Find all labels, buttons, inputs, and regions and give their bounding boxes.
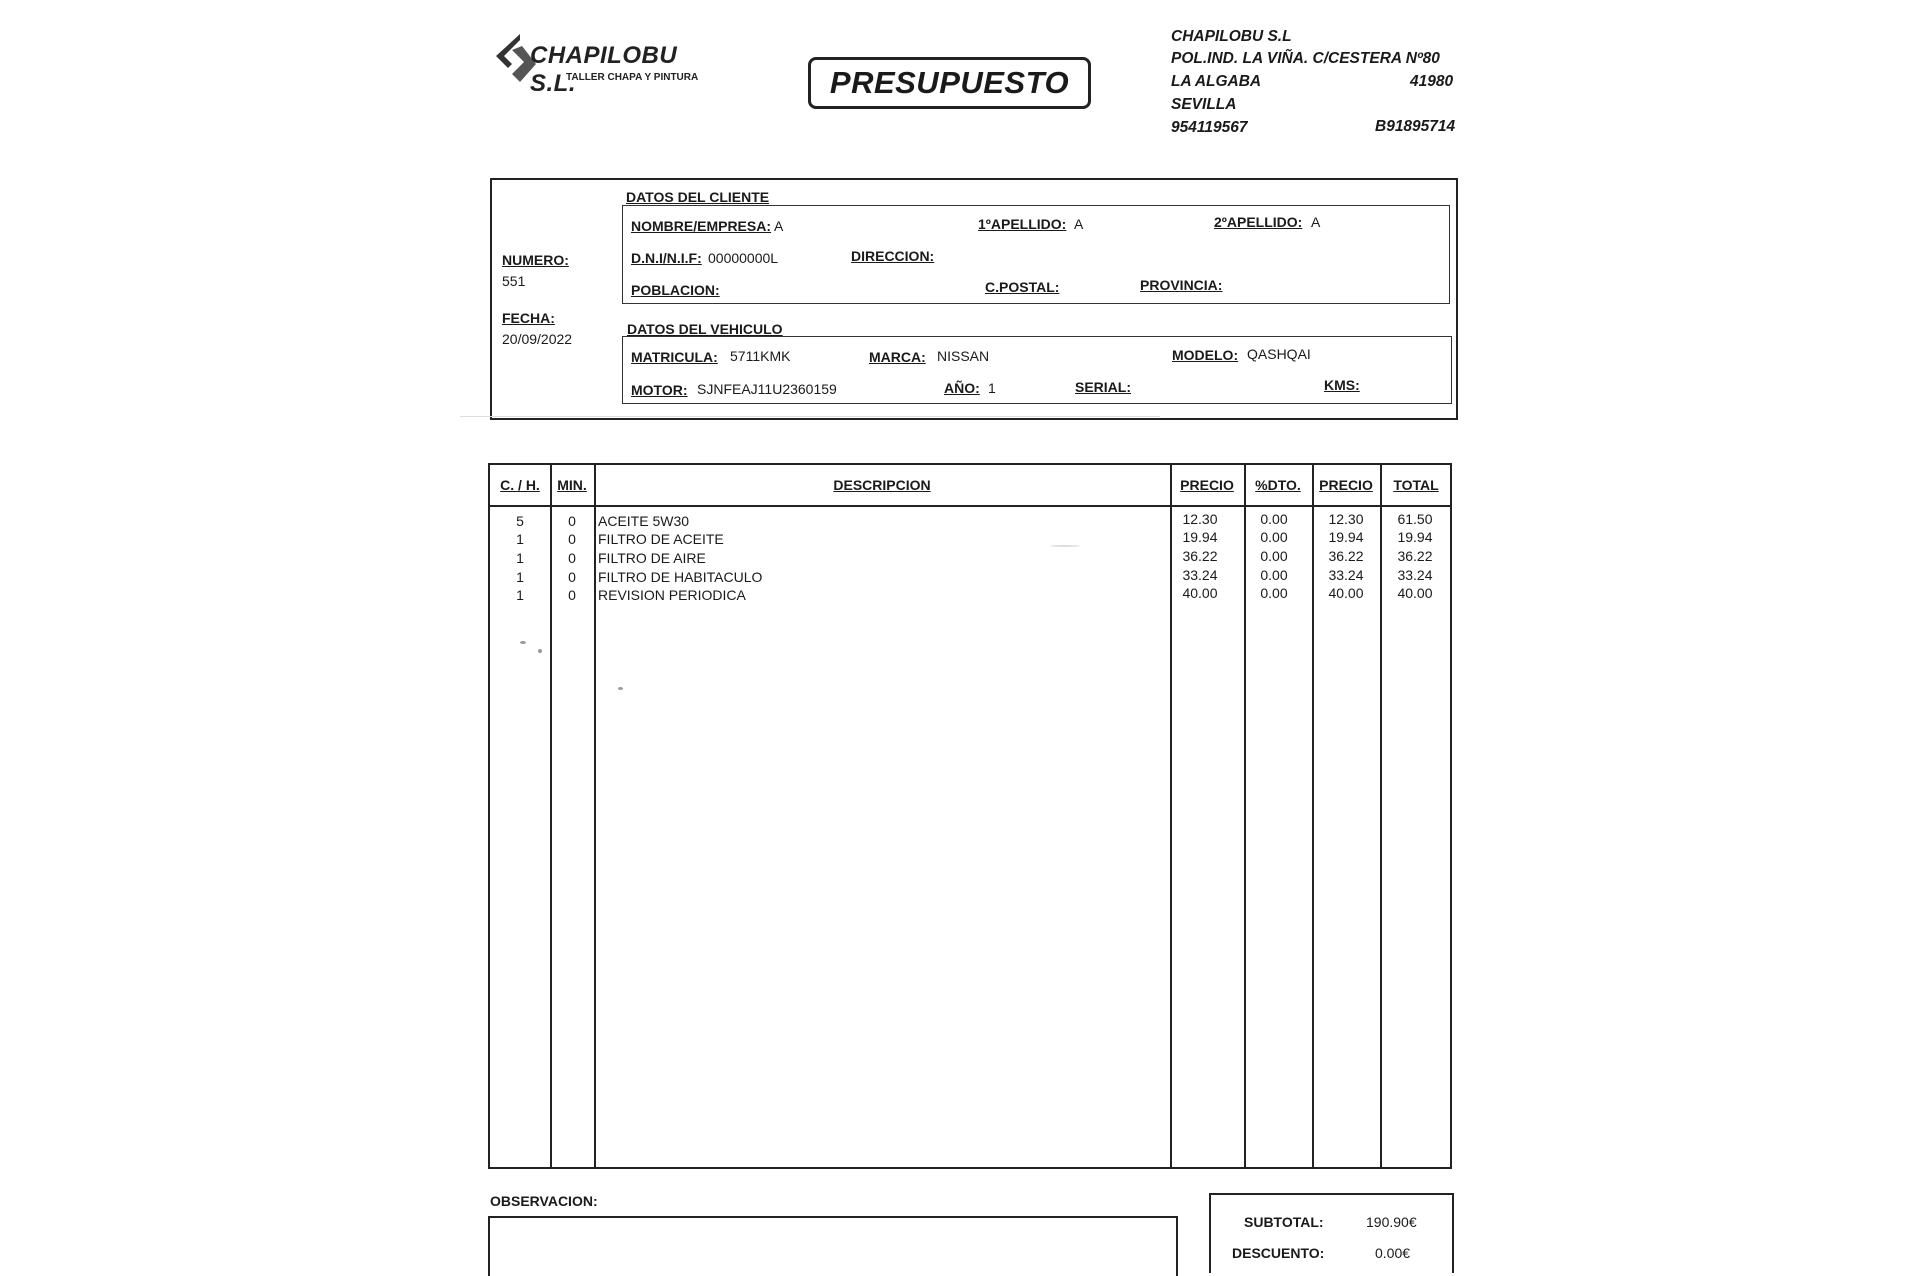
descuento-label: DESCUENTO: <box>1232 1245 1325 1261</box>
th-precio-neto: PRECIO <box>1319 477 1373 493</box>
observacion-label: OBSERVACION: <box>490 1193 598 1209</box>
th-precio: PRECIO <box>1180 477 1234 493</box>
cell-ch: 5 <box>516 513 524 529</box>
cell-total: 40.00 <box>1397 585 1433 601</box>
scan-speck <box>618 687 623 690</box>
th-ch: C. / H. <box>500 477 540 493</box>
modelo-value: QASHQAI <box>1247 346 1311 362</box>
cell-precio-neto: 33.24 <box>1328 567 1364 583</box>
cell-dto: 0.00 <box>1260 548 1288 564</box>
company-postal-code: 41980 <box>1410 73 1454 90</box>
cell-total: 33.24 <box>1397 567 1433 583</box>
cell-min: 0 <box>568 569 576 585</box>
cell-dto: 0.00 <box>1260 529 1288 545</box>
cell-min: 0 <box>568 531 576 547</box>
cell-ch: 1 <box>516 587 524 603</box>
numero-value: 551 <box>502 273 526 289</box>
ano-value: 1 <box>988 380 996 396</box>
modelo-label: MODELO: <box>1172 347 1239 363</box>
subtotal-label: SUBTOTAL: <box>1244 1214 1324 1230</box>
apellido1-label: 1ºAPELLIDO: <box>978 216 1067 232</box>
cell-precio: 33.24 <box>1182 567 1218 583</box>
company-address: POL.IND. LA VIÑA. C/CESTERA Nº80 <box>1171 50 1440 67</box>
cell-precio: 36.22 <box>1182 548 1218 564</box>
cell-min: 0 <box>568 587 576 603</box>
cell-precio: 19.94 <box>1182 529 1218 545</box>
nombre-value: A <box>774 218 784 234</box>
kms-label: KMS: <box>1324 377 1360 393</box>
motor-value: SJNFEAJ11U2360159 <box>697 381 837 397</box>
client-section-title: DATOS DEL CLIENTE <box>626 189 770 205</box>
company-province: SEVILLA <box>1171 96 1237 113</box>
cell-dto: 0.00 <box>1260 511 1288 527</box>
cell-total: 36.22 <box>1397 548 1433 564</box>
header-divider <box>490 505 1450 507</box>
apellido2-value: A <box>1311 214 1321 230</box>
fecha-label: FECHA: <box>502 310 555 326</box>
cell-min: 0 <box>568 513 576 529</box>
cell-descripcion: REVISION PERIODICA <box>598 587 746 603</box>
cell-total: 61.50 <box>1397 511 1433 527</box>
company-city: LA ALGABA <box>1171 73 1262 90</box>
cell-precio-neto: 36.22 <box>1328 548 1364 564</box>
cell-precio: 40.00 <box>1182 585 1218 601</box>
cell-descripcion: FILTRO DE HABITACULO <box>598 569 763 585</box>
vehicle-section-title: DATOS DEL VEHICULO <box>627 321 783 337</box>
cell-precio-neto: 12.30 <box>1328 511 1364 527</box>
cell-precio-neto: 19.94 <box>1328 529 1364 545</box>
cell-precio: 12.30 <box>1182 511 1218 527</box>
matricula-label: MATRICULA: <box>631 349 718 365</box>
th-dto: %DTO. <box>1255 477 1301 493</box>
logo-subtitle: TALLER CHAPA Y PINTURA <box>566 72 699 83</box>
cell-precio-neto: 40.00 <box>1328 585 1364 601</box>
cell-ch: 1 <box>516 531 524 547</box>
document-title: PRESUPUESTO <box>808 57 1091 109</box>
col-divider <box>594 465 596 1167</box>
matricula-value: 5711KMK <box>730 348 791 364</box>
dni-label: D.N.I/N.I.F: <box>631 250 702 266</box>
cell-total: 19.94 <box>1397 529 1433 545</box>
cell-dto: 0.00 <box>1260 567 1288 583</box>
cell-ch: 1 <box>516 569 524 585</box>
motor-label: MOTOR: <box>631 382 688 398</box>
dni-value: 00000000L <box>708 250 779 266</box>
items-table <box>488 463 1452 1169</box>
th-total: TOTAL <box>1393 477 1439 493</box>
company-cif: B91895714 <box>1375 118 1456 135</box>
th-min: MIN. <box>557 477 587 493</box>
cell-descripcion: FILTRO DE ACEITE <box>598 531 724 547</box>
apellido1-value: A <box>1074 216 1084 232</box>
marca-value: NISSAN <box>937 348 990 364</box>
numero-label: NUMERO: <box>502 252 569 268</box>
cell-descripcion: FILTRO DE AIRE <box>598 550 706 566</box>
company-phone: 954119567 <box>1171 119 1248 136</box>
marca-label: MARCA: <box>869 349 926 365</box>
ano-label: AÑO: <box>944 380 980 396</box>
cell-dto: 0.00 <box>1260 585 1288 601</box>
scan-speck <box>1050 545 1080 547</box>
th-descripcion: DESCRIPCION <box>833 477 931 493</box>
apellido2-label: 2ºAPELLIDO: <box>1214 214 1303 230</box>
descuento-value: 0.00€ <box>1375 1245 1411 1261</box>
cell-ch: 1 <box>516 550 524 566</box>
cell-min: 0 <box>568 550 576 566</box>
poblacion-label: POBLACION: <box>631 282 720 298</box>
provincia-label: PROVINCIA: <box>1140 277 1223 293</box>
observacion-box <box>488 1216 1178 1276</box>
scan-speck <box>538 649 542 653</box>
company-name: CHAPILOBU S.L <box>1171 28 1292 45</box>
logo-name: CHAPILOBU S.L. <box>530 42 678 97</box>
direccion-label: DIRECCION: <box>851 248 935 264</box>
totals-box <box>1209 1193 1454 1273</box>
cpostal-label: C.POSTAL: <box>985 279 1060 295</box>
scan-artifact-line <box>460 416 1160 417</box>
fecha-value: 20/09/2022 <box>502 331 573 347</box>
cell-descripcion: ACEITE 5W30 <box>598 513 690 529</box>
nombre-label: NOMBRE/EMPRESA: <box>631 218 772 234</box>
company-logo <box>490 28 730 97</box>
serial-label: SERIAL: <box>1075 379 1131 395</box>
subtotal-value: 190.90€ <box>1366 1214 1417 1230</box>
scan-speck <box>520 641 526 644</box>
